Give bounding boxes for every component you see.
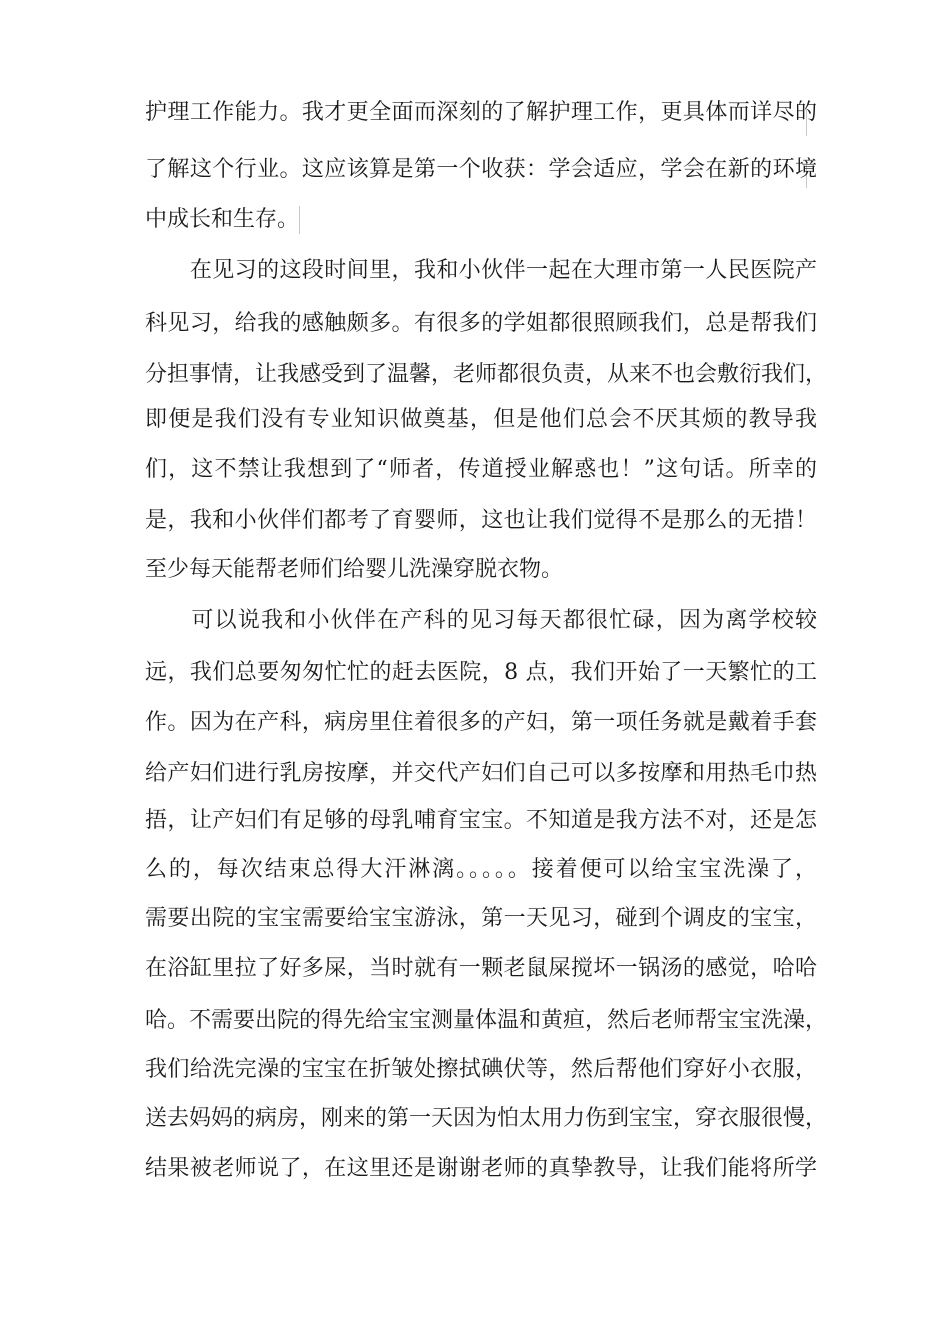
text-line: 需要出院的宝宝需要给宝宝游泳，第一天见习，碰到个调皮的宝宝， (145, 906, 817, 931)
text-line: 可以说我和小伙伴在产科的见习每天都很忙碌，因为离学校较 (145, 608, 817, 633)
text-line: 即便是我们没有专业知识做奠基，但是他们总会不厌其烦的教导我 (145, 407, 817, 432)
text-line: 么的，每次结束总得大汗淋漓。。。。。接着便可以给宝宝洗澡了， (145, 857, 817, 882)
text-line: 是，我和小伙伴们都考了育婴师，这也让我们觉得不是那么的无措！ (145, 508, 817, 533)
text-line: 至少每天能帮老师们给婴儿洗澡穿脱衣物。 (145, 557, 564, 582)
text-line: 在见习的这段时间里，我和小伙伴一起在大理市第一人民医院产 (145, 258, 817, 283)
text-line: 捂，让产妇们有足够的母乳哺育宝宝。不知道是我方法不对，还是怎 (145, 808, 817, 833)
text-line: 送去妈妈的病房，刚来的第一天因为怕太用力伤到宝宝，穿衣服很慢， (145, 1106, 828, 1131)
text-line: 远，我们总要匆匆忙忙的赶去医院，8 点，我们开始了一天繁忙的工 (145, 660, 817, 685)
text-line: 哈。不需要出院的得先给宝宝测量体温和黄疸，然后老师帮宝宝洗澡， (145, 1008, 828, 1033)
text-line: 给产妇们进行乳房按摩，并交代产妇们自己可以多按摩和用热毛巾热 (145, 761, 817, 786)
text-line: 在浴缸里拉了好多屎，当时就有一颗老鼠屎搅坏一锅汤的感觉，哈哈 (145, 956, 817, 981)
text-line: 科见习，给我的感触颇多。有很多的学姐都很照顾我们，总是帮我们 (145, 311, 817, 336)
text-line: 作。因为在产科，病房里住着很多的产妇，第一项任务就是戴着手套 (145, 710, 817, 735)
text-line: 分担事情，让我感受到了温馨，老师都很负责，从来不也会敷衍我们， (145, 362, 828, 387)
text-line: 了解这个行业。这应该算是第一个收获：学会适应，学会在新的环境 (145, 157, 817, 182)
text-line: 们，这不禁让我想到了“师者，传道授业解惑也！”这句话。所幸的 (145, 457, 817, 482)
text-line: 我们给洗完澡的宝宝在折皱处擦拭碘伏等，然后帮他们穿好小衣服， (145, 1057, 817, 1082)
text-line: 中成长和生存。 (145, 207, 300, 232)
text-cursor-bar (299, 206, 300, 234)
text-line: 结果被老师说了，在这里还是谢谢老师的真挚教导，让我们能将所学 (145, 1156, 817, 1181)
text-line: 护理工作能力。我才更全面而深刻的了解护理工作，更具体而详尽的 (145, 100, 817, 125)
